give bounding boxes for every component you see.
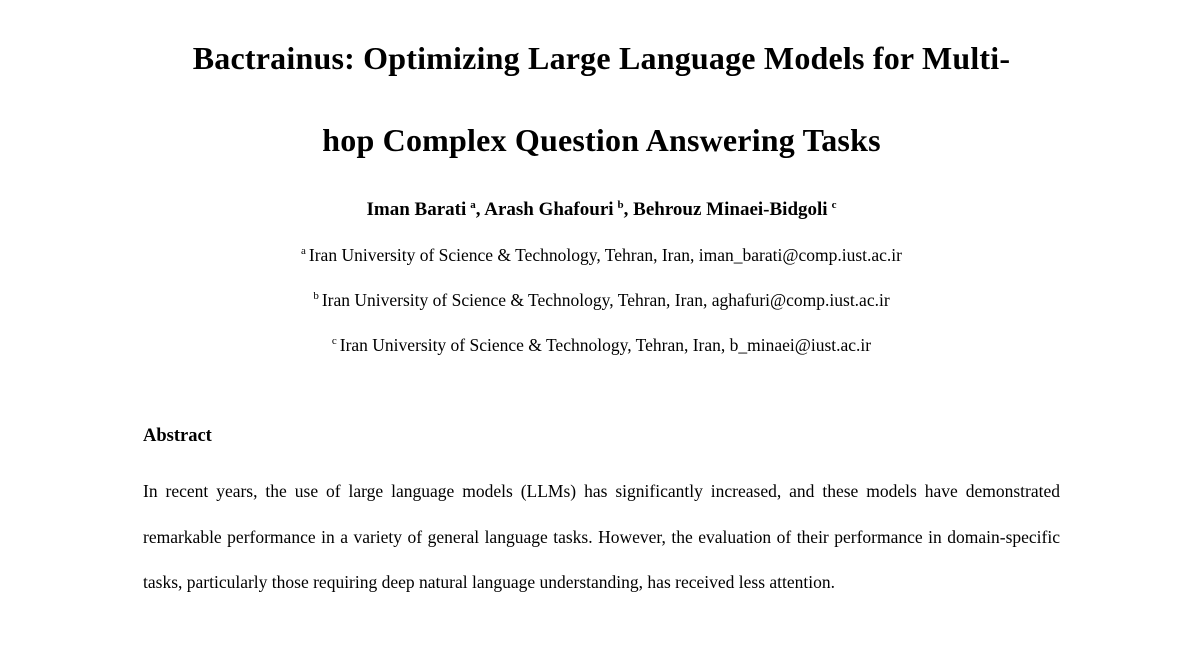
affiliation-text-b: Iran University of Science & Technology, Tehran, Iran, aghafuri@comp.iust.ac.ir [321,290,890,310]
affiliation-line-c [143,323,1060,368]
author-name-2: , Arash Ghafouri [475,199,614,220]
affiliation-marker-b: b [313,290,319,303]
author-affiliation-marker-b: b [617,198,624,211]
authors-line [143,198,1060,222]
author-affiliation-marker-a: a [470,198,476,211]
paper-title [143,0,1060,181]
abstract-heading: Abstract [143,426,212,446]
affiliation-marker-a: a [301,245,306,258]
affiliation-line-b [143,278,1060,323]
paper-title-line-1: Bactrainus: Optimizing Large Language Models for Multi- [192,40,1011,76]
abstract-text: In recent years, the use of large language models (LLMs) has significantly increased, and these models have demonstrated remarkable performance in a variety of general language tasks. However, the evaluation of their performance in domain-specific tasks, particularly those requiring deep natural language understanding, has received less attention. [143,481,1060,592]
paper-title-line-2: hop Complex Question Answering Tasks [322,122,881,158]
affiliation-text-a: Iran University of Science & Technology, Tehran, Iran, iman_barati@comp.iust.ac.ir [308,245,902,265]
affiliation-marker-c: c [331,335,337,348]
affiliation-line-a [143,233,1060,278]
affiliations-block [143,233,1060,368]
affiliation-text-c: Iran University of Science & Technology, Tehran, Iran, b_minaei@iust.ac.ir [339,335,872,355]
author-name-1: Iman Barati [366,199,467,220]
author-affiliation-marker-c: c [831,198,837,211]
author-name-3: , Behrouz Minaei-Bidgoli [623,199,828,220]
